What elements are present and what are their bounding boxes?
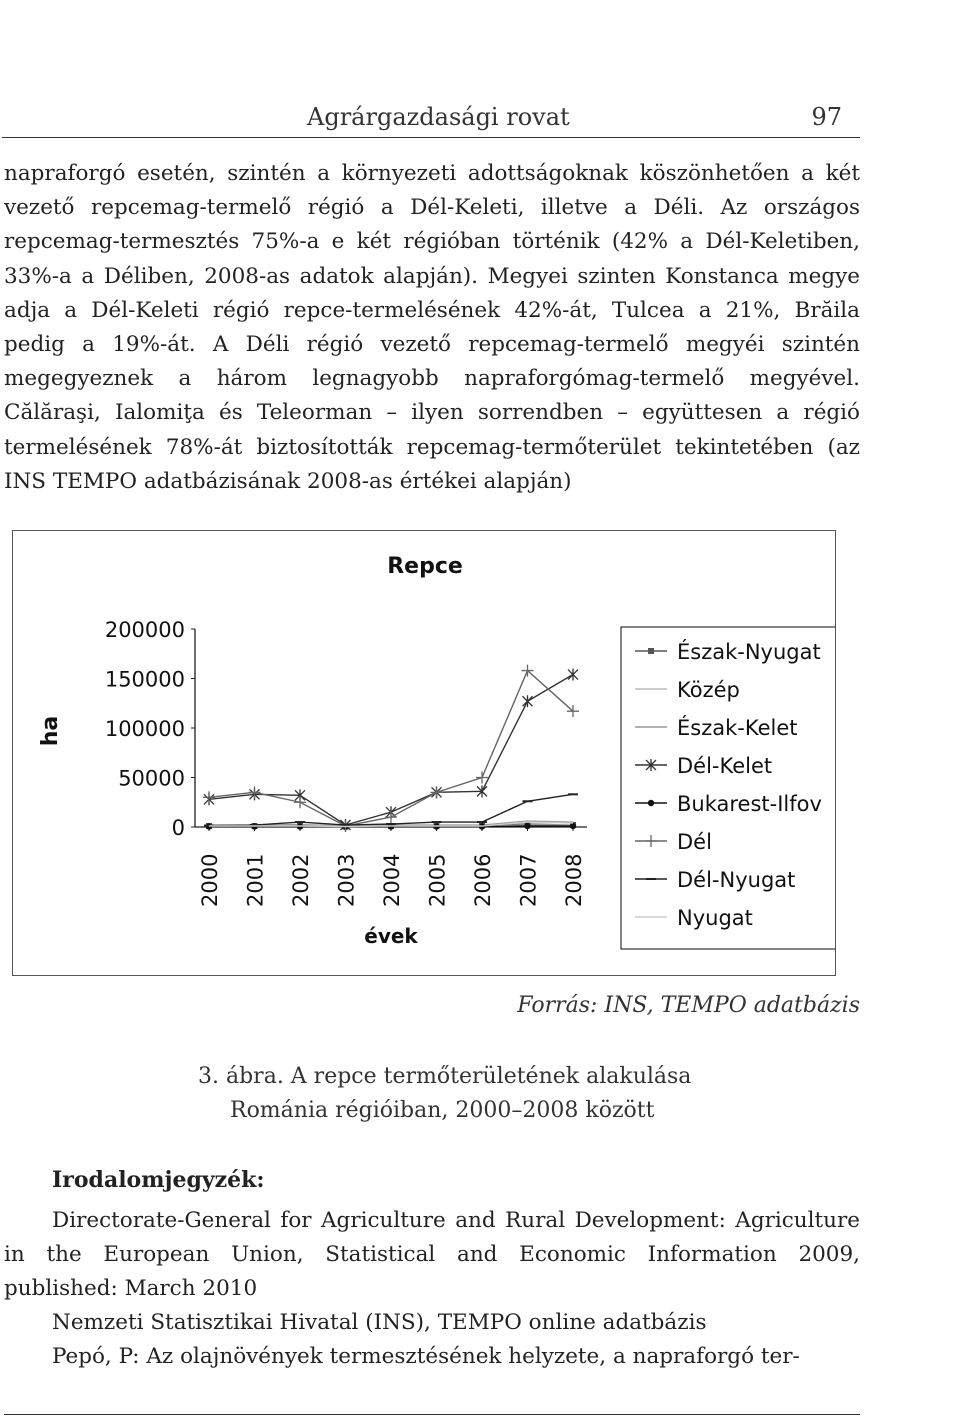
reference-item: Nemzeti Statisztikai Hivatal (INS), TEMPO online adatbázis	[52, 1310, 707, 1335]
data-point-bukarest-ilfov	[524, 823, 530, 829]
legend-label--szak-kelet: Észak-Kelet	[677, 716, 798, 740]
legend-label-d-l: Dél	[677, 830, 712, 854]
journal-section-title: Agrárgazdasági rovat	[307, 103, 570, 131]
legend-label-d-l-kelet: Dél-Kelet	[677, 754, 773, 778]
x-tick-label: 2004	[380, 853, 404, 907]
y-axis-label: ha	[38, 715, 63, 747]
body-paragraph: napraforgó esetén, szintén a környezeti adottságoknak köszönhetően a két vezető repcemag-termelő régió a Dél-Keleti, illetve a Déli. Az országos repcemag-termesztés 75%-a e két régióban történik (42% a Dél-Keletiben, 33%-a a Déliben, 2008-as adatok alapján). Megyei szinten Konstanca megye adja a Dél-Keleti régió repce-termelésének 42%-át, Tulcea a 21%, Brăila pedig a 19%-át. A Déli régió vezető repcemag-termelő megyéi szintén megegyeznek a három legnagyobb napraforgómag-termelő megyével. Călăraşi, Ialomiţa és Teleorman – ilyen sorrendben – együttesen a régió termelésének 78%-át biztosították repcemag-termőterület tekintetében (az INS TEMPO adatbázisának 2008-as értékei alapján)	[4, 161, 860, 494]
y-tick-label: 50000	[118, 766, 185, 791]
legend-label--szak-nyugat: Észak-Nyugat	[677, 640, 821, 664]
legend-label-d-l-nyugat: Dél-Nyugat	[677, 868, 796, 892]
x-axis-label: évek	[364, 924, 418, 948]
legend-label-bukarest-ilfov: Bukarest-Ilfov	[677, 792, 822, 816]
data-point-bukarest-ilfov	[570, 823, 576, 829]
legend-marker--szak-nyugat	[648, 648, 654, 654]
data-point-d-l	[203, 791, 215, 803]
data-point-d-l	[249, 786, 261, 798]
chart-svg	[13, 531, 835, 975]
series-line-d-l	[209, 671, 573, 826]
x-tick-label: 2002	[289, 853, 313, 907]
reference-item: Pepó, P: Az olajnövények termesztésének helyzete, a napraforgó ter-	[52, 1344, 800, 1369]
page-number: 97	[811, 103, 842, 131]
figure-caption-line-2: Románia régióiban, 2000–2008 között	[230, 1098, 655, 1123]
x-tick-label: 2000	[198, 853, 222, 907]
legend-label-k-z-p: Közép	[677, 678, 740, 702]
x-tick-label: 2005	[425, 853, 450, 907]
x-tick-label: 2006	[471, 853, 495, 907]
series-line-d-l-kelet	[209, 675, 573, 825]
y-tick-label: 150000	[104, 667, 185, 692]
chart-title: Repce	[387, 554, 463, 579]
x-tick-label: 2008	[562, 853, 586, 907]
line-chart	[12, 530, 836, 976]
legend-marker-bukarest-ilfov	[648, 800, 654, 806]
figure-caption-line-1: 3. ábra. A repce termőterületének alakulása	[198, 1064, 692, 1089]
references-list	[4, 1204, 860, 1374]
data-point-d-l-kelet	[568, 669, 578, 681]
y-tick-label: 100000	[104, 717, 185, 741]
reference-item: Directorate-General for Agriculture and Rural Development: Agriculture in the European Union, Statistical and Economic Information 2009, published: March 2010	[4, 1208, 860, 1301]
y-tick-label: 200000	[104, 618, 185, 642]
references-heading: Irodalomjegyzék:	[52, 1167, 265, 1193]
legend-box	[621, 627, 835, 949]
figure-source: Forrás: INS, TEMPO adatbázis	[517, 993, 860, 1018]
data-point-d-l-kelet	[523, 695, 533, 707]
running-header	[2, 103, 860, 138]
x-tick-label: 2003	[334, 853, 359, 907]
x-tick-label: 2001	[243, 853, 268, 907]
legend-label-nyugat: Nyugat	[677, 906, 753, 930]
x-tick-label: 2007	[516, 853, 541, 907]
y-tick-label: 0	[171, 816, 185, 840]
footer-rule	[4, 1414, 860, 1415]
